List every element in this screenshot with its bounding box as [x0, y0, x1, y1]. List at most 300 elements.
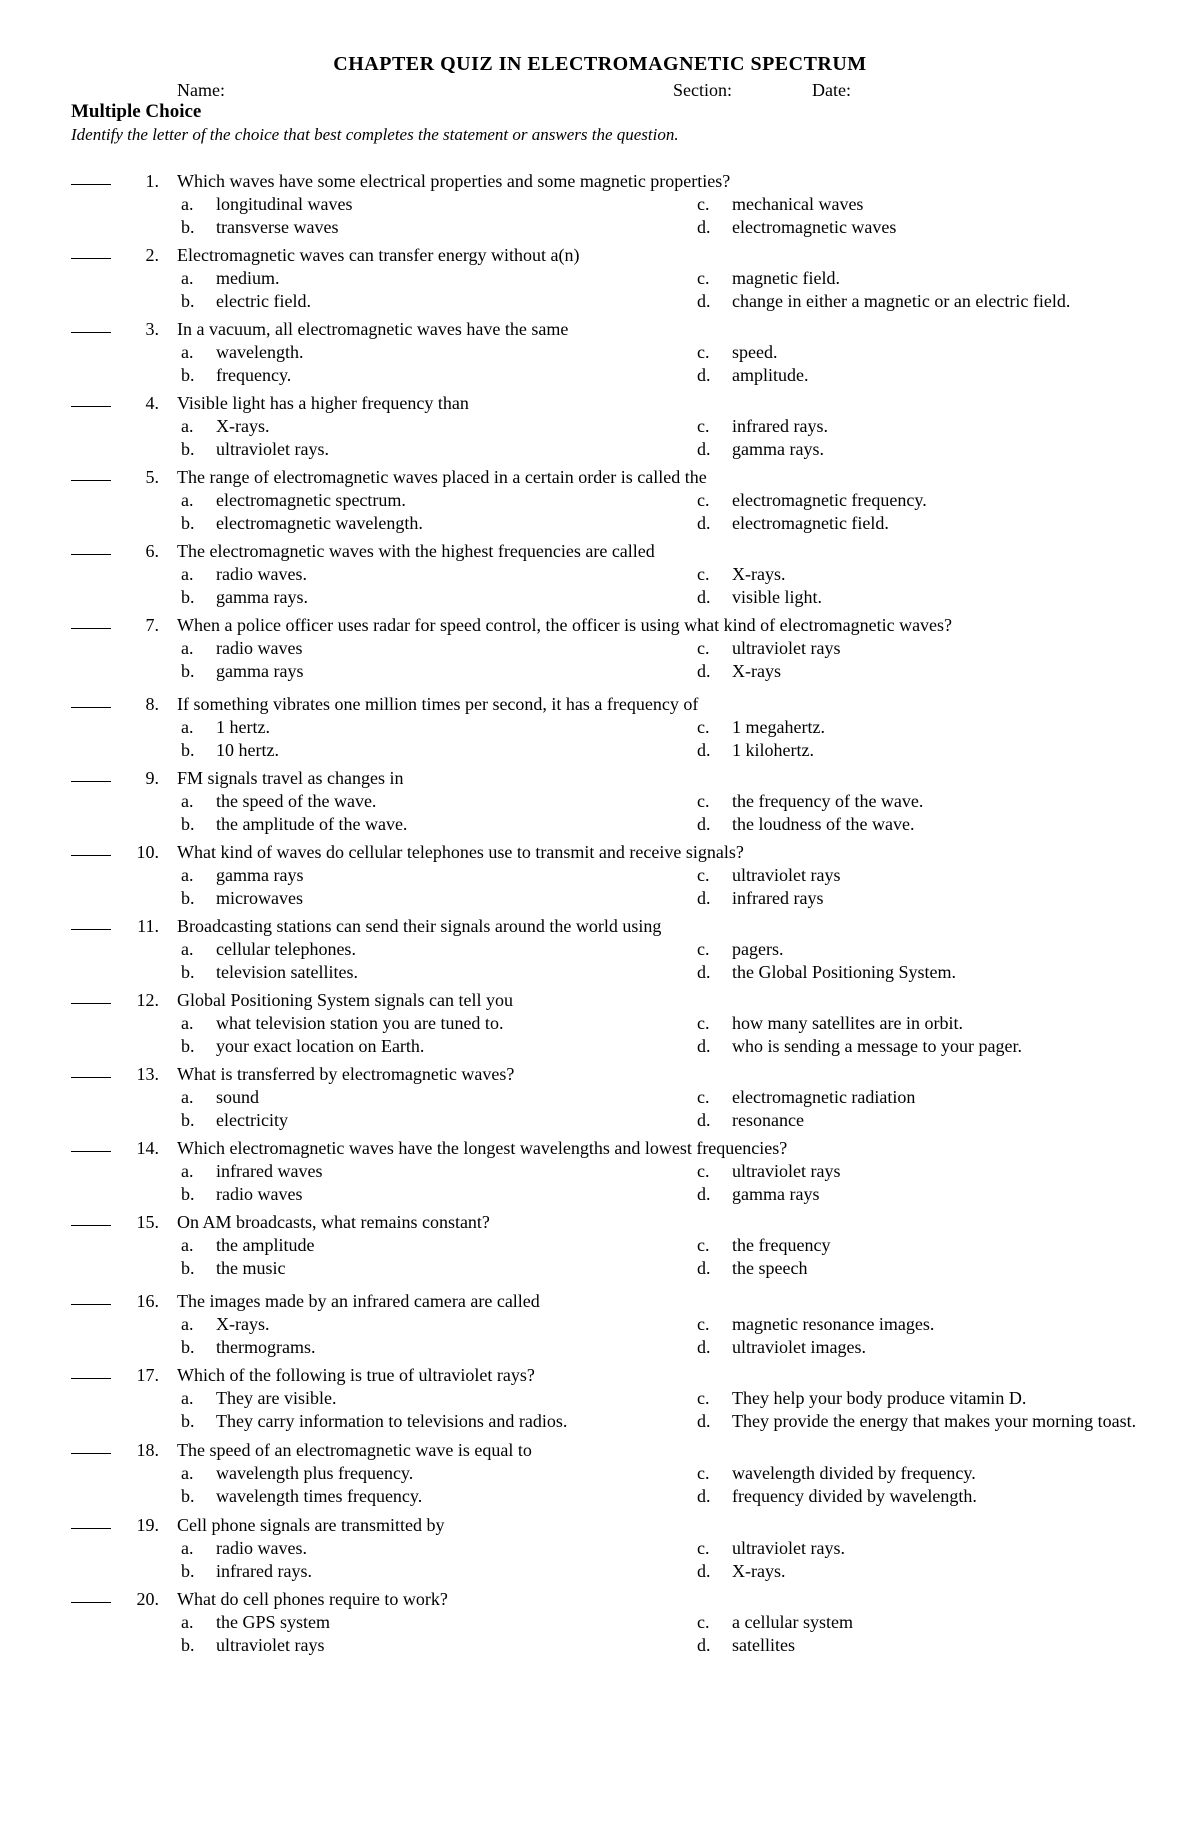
option-letter: d. — [697, 962, 711, 982]
option-text: infrared rays. — [216, 1561, 312, 1581]
option-letter: d. — [697, 1486, 711, 1506]
option-text: electromagnetic radiation — [732, 1087, 916, 1107]
question-row — [0, 693, 1200, 716]
answer-blank[interactable] — [71, 184, 111, 185]
answer-blank[interactable] — [71, 1602, 111, 1603]
option-text: electromagnetic wavelength. — [216, 513, 423, 533]
question-text: Global Positioning System signals can tell you — [177, 990, 513, 1010]
answer-blank[interactable] — [71, 1077, 111, 1078]
question-item — [0, 244, 1200, 313]
option-text: the amplitude of the wave. — [216, 814, 408, 834]
option-text: television satellites. — [216, 962, 358, 982]
question-item — [0, 1588, 1200, 1657]
option-text: electricity — [216, 1110, 288, 1130]
option-letter: d. — [697, 814, 711, 834]
question-item — [0, 392, 1200, 461]
option-text: the speed of the wave. — [216, 791, 377, 811]
option-row — [0, 489, 1200, 512]
option-row — [0, 341, 1200, 364]
option-text: visible light. — [732, 587, 822, 607]
option-text: X-rays — [732, 661, 781, 681]
option-row — [0, 938, 1200, 961]
question-number: 19. — [136, 1515, 159, 1535]
option-text: They are visible. — [216, 1388, 337, 1408]
option-letter: b. — [181, 1486, 195, 1506]
option-letter: a. — [181, 194, 194, 214]
option-letter: b. — [181, 513, 195, 533]
question-row — [0, 318, 1200, 341]
option-text: longitudinal waves — [216, 194, 353, 214]
option-text: the Global Positioning System. — [732, 962, 957, 982]
option-letter: d. — [697, 888, 711, 908]
option-text: ultraviolet images. — [732, 1337, 866, 1357]
option-letter: c. — [697, 194, 710, 214]
option-row — [0, 1234, 1200, 1257]
question-number: 4. — [145, 393, 159, 413]
question-item — [0, 915, 1200, 984]
option-row — [0, 864, 1200, 887]
option-row — [0, 438, 1200, 461]
option-text: X-rays. — [216, 1314, 270, 1334]
question-number: 18. — [136, 1440, 159, 1460]
question-text: Visible light has a higher frequency than — [177, 393, 469, 413]
question-number: 3. — [145, 319, 159, 339]
option-letter: c. — [697, 1388, 710, 1408]
question-row — [0, 540, 1200, 563]
option-letter: a. — [181, 1463, 194, 1483]
option-letter: d. — [697, 291, 711, 311]
option-letter: d. — [697, 1110, 711, 1130]
option-text: pagers. — [732, 939, 784, 959]
option-row — [0, 193, 1200, 216]
question-number: 16. — [136, 1291, 159, 1311]
question-number: 15. — [136, 1212, 159, 1232]
option-letter: c. — [697, 1538, 710, 1558]
option-row — [0, 415, 1200, 438]
option-text: microwaves — [216, 888, 303, 908]
page-title: CHAPTER QUIZ IN ELECTROMAGNETIC SPECTRUM — [333, 53, 867, 75]
option-text: transverse waves — [216, 217, 339, 237]
question-text: Which waves have some electrical properties and some magnetic properties? — [177, 171, 731, 191]
option-letter: d. — [697, 365, 711, 385]
option-letter: a. — [181, 1314, 194, 1334]
option-letter: b. — [181, 1635, 195, 1655]
option-row — [0, 512, 1200, 535]
answer-blank[interactable] — [71, 1378, 111, 1379]
question-text: What kind of waves do cellular telephones use to transmit and receive signals? — [177, 842, 744, 862]
option-letter: a. — [181, 791, 194, 811]
question-row — [0, 915, 1200, 938]
option-text: resonance — [732, 1110, 804, 1130]
option-row — [0, 216, 1200, 239]
question-number: 7. — [145, 615, 159, 635]
option-letter: d. — [697, 439, 711, 459]
question-item — [0, 318, 1200, 387]
question-row — [0, 614, 1200, 637]
question-item — [0, 614, 1200, 683]
option-text: electric field. — [216, 291, 311, 311]
option-letter: c. — [697, 416, 710, 436]
option-letter: b. — [181, 888, 195, 908]
option-letter: c. — [697, 490, 710, 510]
option-text: ultraviolet rays — [732, 638, 841, 658]
option-text: infrared waves — [216, 1161, 323, 1181]
question-row — [0, 1211, 1200, 1234]
option-text: X-rays. — [732, 564, 786, 584]
option-text: who is sending a message to your pager. — [732, 1036, 1022, 1056]
option-letter: b. — [181, 1184, 195, 1204]
option-letter: a. — [181, 1612, 194, 1632]
question-item — [0, 1439, 1200, 1508]
question-text: The range of electromagnetic waves placed in a certain order is called the — [177, 467, 707, 487]
option-letter: d. — [697, 740, 711, 760]
option-letter: c. — [697, 791, 710, 811]
option-letter: a. — [181, 268, 194, 288]
option-letter: a. — [181, 342, 194, 362]
answer-blank[interactable] — [71, 258, 111, 259]
option-text: radio waves — [216, 638, 303, 658]
option-text: the loudness of the wave. — [732, 814, 915, 834]
answer-blank[interactable] — [71, 1304, 111, 1305]
option-letter: d. — [697, 661, 711, 681]
option-text: radio waves — [216, 1184, 303, 1204]
question-item — [0, 1063, 1200, 1132]
answer-blank[interactable] — [71, 554, 111, 555]
question-item — [0, 989, 1200, 1058]
option-letter: a. — [181, 865, 194, 885]
option-row — [0, 1387, 1200, 1410]
option-text: ultraviolet rays — [732, 1161, 841, 1181]
option-text: They carry information to televisions and radios. — [216, 1411, 568, 1431]
option-text: magnetic field. — [732, 268, 840, 288]
option-text: 1 kilohertz. — [732, 740, 814, 760]
option-letter: b. — [181, 439, 195, 459]
question-number: 1. — [145, 171, 159, 191]
option-text: change in either a magnetic or an electric field. — [732, 291, 1071, 311]
option-letter: d. — [697, 1337, 711, 1357]
option-letter: a. — [181, 1087, 194, 1107]
option-letter: b. — [181, 1337, 195, 1357]
question-number: 11. — [137, 916, 159, 936]
option-text: gamma rays. — [732, 439, 824, 459]
option-row — [0, 1336, 1200, 1359]
option-row — [0, 267, 1200, 290]
option-letter: c. — [697, 1013, 710, 1033]
option-letter: c. — [697, 342, 710, 362]
option-text: 10 hertz. — [216, 740, 279, 760]
option-text: satellites — [732, 1635, 795, 1655]
option-text: medium. — [216, 268, 280, 288]
answer-blank[interactable] — [71, 406, 111, 407]
answer-blank[interactable] — [71, 628, 111, 629]
option-row — [0, 660, 1200, 683]
option-text: radio waves. — [216, 1538, 307, 1558]
option-letter: d. — [697, 1411, 711, 1431]
option-text: frequency. — [216, 365, 292, 385]
option-letter: c. — [697, 1314, 710, 1334]
option-letter: b. — [181, 1258, 195, 1278]
option-text: wavelength times frequency. — [216, 1486, 423, 1506]
option-text: your exact location on Earth. — [216, 1036, 425, 1056]
date-label: Date: — [812, 80, 851, 100]
option-text: the music — [216, 1258, 286, 1278]
question-text: When a police officer uses radar for speed control, the officer is using what kind of electromagnetic waves? — [177, 615, 953, 635]
option-letter: d. — [697, 1258, 711, 1278]
option-row — [0, 1611, 1200, 1634]
option-letter: c. — [697, 564, 710, 584]
option-text: infrared rays — [732, 888, 824, 908]
question-text: Broadcasting stations can send their signals around the world using — [177, 916, 662, 936]
question-number: 14. — [136, 1138, 159, 1158]
option-letter: c. — [697, 1161, 710, 1181]
question-number: 13. — [136, 1064, 159, 1084]
option-row — [0, 1462, 1200, 1485]
question-number: 20. — [136, 1589, 159, 1609]
option-row — [0, 1560, 1200, 1583]
option-row — [0, 887, 1200, 910]
option-text: the frequency — [732, 1235, 831, 1255]
option-text: 1 hertz. — [216, 717, 270, 737]
option-text: cellular telephones. — [216, 939, 356, 959]
option-letter: a. — [181, 564, 194, 584]
option-row — [0, 1160, 1200, 1183]
option-letter: b. — [181, 587, 195, 607]
option-letter: b. — [181, 814, 195, 834]
question-item — [0, 767, 1200, 836]
option-letter: c. — [697, 939, 710, 959]
option-text: gamma rays. — [216, 587, 308, 607]
option-row — [0, 716, 1200, 739]
option-text: They help your body produce vitamin D. — [732, 1388, 1027, 1408]
option-row — [0, 1485, 1200, 1508]
option-letter: b. — [181, 661, 195, 681]
question-text: FM signals travel as changes in — [177, 768, 404, 788]
answer-blank[interactable] — [71, 707, 111, 708]
name-label: Name: — [177, 80, 225, 100]
option-letter: c. — [697, 865, 710, 885]
option-text: sound — [216, 1087, 260, 1107]
option-letter: b. — [181, 962, 195, 982]
option-text: gamma rays — [216, 661, 304, 681]
option-text: electromagnetic spectrum. — [216, 490, 406, 510]
section-heading: Multiple Choice — [71, 101, 202, 122]
option-letter: c. — [697, 1087, 710, 1107]
option-text: electromagnetic waves — [732, 217, 897, 237]
question-item — [0, 693, 1200, 762]
option-row — [0, 1537, 1200, 1560]
question-item — [0, 1364, 1200, 1433]
option-text: They provide the energy that makes your morning toast. — [732, 1411, 1137, 1431]
option-text: ultraviolet rays. — [732, 1538, 845, 1558]
question-row — [0, 1364, 1200, 1387]
question-row — [0, 1290, 1200, 1313]
question-row — [0, 170, 1200, 193]
option-letter: c. — [697, 268, 710, 288]
question-row — [0, 989, 1200, 1012]
option-text: X-rays. — [216, 416, 270, 436]
question-text: The images made by an infrared camera are called — [177, 1291, 540, 1311]
question-text: Cell phone signals are transmitted by — [177, 1515, 445, 1535]
option-row — [0, 813, 1200, 836]
answer-blank[interactable] — [71, 1225, 111, 1226]
option-text: wavelength divided by frequency. — [732, 1463, 976, 1483]
question-number: 6. — [145, 541, 159, 561]
option-row — [0, 1109, 1200, 1132]
option-letter: a. — [181, 1388, 194, 1408]
section-instructions: Identify the letter of the choice that best completes the statement or answers the question. — [71, 125, 679, 144]
answer-blank[interactable] — [71, 480, 111, 481]
option-letter: c. — [697, 638, 710, 658]
option-letter: d. — [697, 513, 711, 533]
answer-blank[interactable] — [71, 1151, 111, 1152]
option-row — [0, 961, 1200, 984]
question-text: Which of the following is true of ultraviolet rays? — [177, 1365, 535, 1385]
option-letter: d. — [697, 1184, 711, 1204]
question-number: 10. — [136, 842, 159, 862]
option-letter: d. — [697, 1635, 711, 1655]
option-text: mechanical waves — [732, 194, 864, 214]
option-text: wavelength. — [216, 342, 304, 362]
option-letter: b. — [181, 1561, 195, 1581]
option-letter: d. — [697, 217, 711, 237]
question-text: If something vibrates one million times per second, it has a frequency of — [177, 694, 699, 714]
option-row — [0, 290, 1200, 313]
answer-blank[interactable] — [71, 1453, 111, 1454]
question-text: In a vacuum, all electromagnetic waves have the same — [177, 319, 569, 339]
question-item — [0, 1211, 1200, 1280]
option-letter: d. — [697, 1036, 711, 1056]
option-row — [0, 1410, 1200, 1433]
option-text: gamma rays — [216, 865, 304, 885]
question-item — [0, 841, 1200, 910]
option-letter: c. — [697, 1612, 710, 1632]
option-letter: b. — [181, 740, 195, 760]
option-letter: b. — [181, 1036, 195, 1056]
option-letter: a. — [181, 490, 194, 510]
option-row — [0, 364, 1200, 387]
option-letter: a. — [181, 1013, 194, 1033]
option-text: amplitude. — [732, 365, 809, 385]
answer-blank[interactable] — [71, 1003, 111, 1004]
question-item — [0, 466, 1200, 535]
option-letter: b. — [181, 1411, 195, 1431]
option-text: ultraviolet rays. — [216, 439, 329, 459]
question-number: 9. — [145, 768, 159, 788]
option-row — [0, 1257, 1200, 1280]
option-text: magnetic resonance images. — [732, 1314, 935, 1334]
option-letter: a. — [181, 416, 194, 436]
option-letter: c. — [697, 1463, 710, 1483]
option-text: what television station you are tuned to. — [216, 1013, 504, 1033]
option-text: how many satellites are in orbit. — [732, 1013, 963, 1033]
question-row — [0, 466, 1200, 489]
option-row — [0, 637, 1200, 660]
question-row — [0, 244, 1200, 267]
option-text: the GPS system — [216, 1612, 331, 1632]
option-row — [0, 1086, 1200, 1109]
option-row — [0, 1313, 1200, 1336]
question-number: 8. — [145, 694, 159, 714]
option-text: radio waves. — [216, 564, 307, 584]
answer-blank[interactable] — [71, 855, 111, 856]
option-text: electromagnetic field. — [732, 513, 889, 533]
option-letter: b. — [181, 1110, 195, 1130]
option-text: a cellular system — [732, 1612, 853, 1632]
question-text: What is transferred by electromagnetic waves? — [177, 1064, 515, 1084]
option-text: the amplitude — [216, 1235, 315, 1255]
question-row — [0, 1063, 1200, 1086]
option-text: X-rays. — [732, 1561, 786, 1581]
option-letter: c. — [697, 1235, 710, 1255]
option-text: the speech — [732, 1258, 808, 1278]
option-text: ultraviolet rays — [216, 1635, 325, 1655]
option-row — [0, 586, 1200, 609]
question-text: On AM broadcasts, what remains constant? — [177, 1212, 490, 1232]
option-letter: a. — [181, 638, 194, 658]
question-text: The electromagnetic waves with the highest frequencies are called — [177, 541, 655, 561]
option-text: electromagnetic frequency. — [732, 490, 927, 510]
option-letter: a. — [181, 939, 194, 959]
question-number: 2. — [145, 245, 159, 265]
answer-blank[interactable] — [71, 929, 111, 930]
answer-blank[interactable] — [71, 332, 111, 333]
option-text: 1 megahertz. — [732, 717, 825, 737]
option-text: the frequency of the wave. — [732, 791, 924, 811]
option-row — [0, 1012, 1200, 1035]
answer-blank[interactable] — [71, 1528, 111, 1529]
option-text: frequency divided by wavelength. — [732, 1486, 977, 1506]
answer-blank[interactable] — [71, 781, 111, 782]
option-row — [0, 563, 1200, 586]
question-row — [0, 841, 1200, 864]
option-letter: a. — [181, 1235, 194, 1255]
option-row — [0, 1634, 1200, 1657]
question-text: Electromagnetic waves can transfer energy without a(n) — [177, 245, 580, 265]
option-row — [0, 1035, 1200, 1058]
option-row — [0, 739, 1200, 762]
option-text: gamma rays — [732, 1184, 820, 1204]
question-item — [0, 1290, 1200, 1359]
option-text: infrared rays. — [732, 416, 828, 436]
question-row — [0, 392, 1200, 415]
question-item — [0, 1137, 1200, 1206]
option-letter: b. — [181, 365, 195, 385]
question-number: 17. — [136, 1365, 159, 1385]
option-letter: d. — [697, 587, 711, 607]
question-row — [0, 1439, 1200, 1462]
option-letter: a. — [181, 717, 194, 737]
option-letter: b. — [181, 291, 195, 311]
option-row — [0, 790, 1200, 813]
option-letter: b. — [181, 217, 195, 237]
question-row — [0, 1588, 1200, 1611]
option-text: thermograms. — [216, 1337, 316, 1357]
option-letter: d. — [697, 1561, 711, 1581]
section-label: Section: — [673, 80, 732, 100]
question-item — [0, 170, 1200, 239]
option-text: ultraviolet rays — [732, 865, 841, 885]
option-letter: c. — [697, 717, 710, 737]
option-letter: a. — [181, 1161, 194, 1181]
question-item — [0, 540, 1200, 609]
question-number: 5. — [145, 467, 159, 487]
question-item — [0, 1514, 1200, 1583]
question-text: The speed of an electromagnetic wave is equal to — [177, 1440, 532, 1460]
question-row — [0, 1514, 1200, 1537]
question-row — [0, 1137, 1200, 1160]
question-list — [0, 170, 1200, 1662]
option-text: wavelength plus frequency. — [216, 1463, 414, 1483]
